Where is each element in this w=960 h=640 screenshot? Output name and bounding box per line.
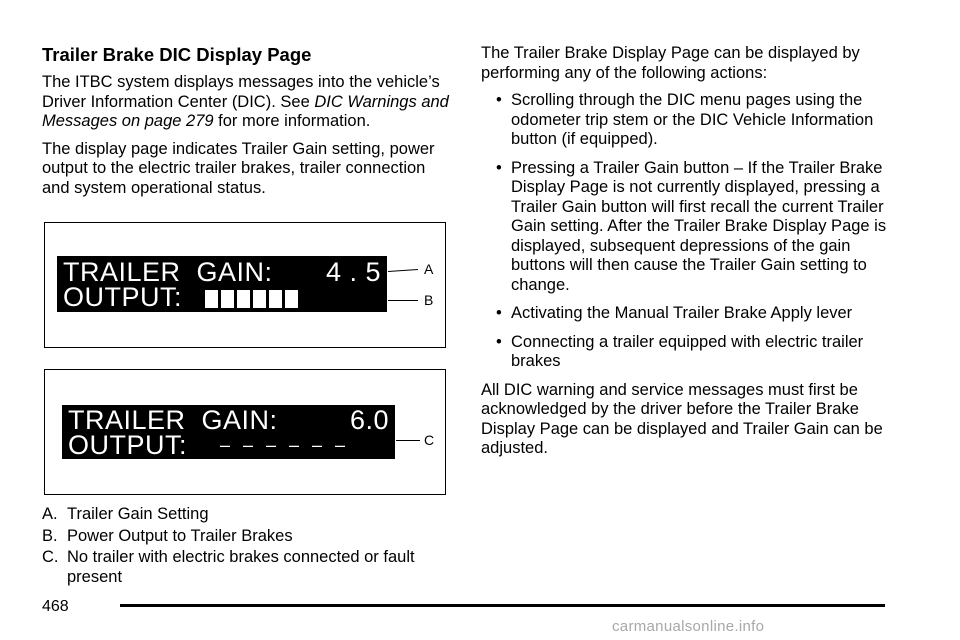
caption-key: A. xyxy=(42,505,58,523)
lcd-display-2 xyxy=(62,405,395,459)
cross-reference-link[interactable]: DIC Warnings and Messages on page 279 xyxy=(42,92,449,130)
caption-b xyxy=(42,527,452,547)
right-column xyxy=(481,44,901,467)
list-item xyxy=(481,304,901,324)
caption-text: Trailer Gain Setting xyxy=(67,505,209,523)
lcd2-output-dashes: – – – – – – xyxy=(220,435,350,455)
callout-line-c xyxy=(396,440,420,441)
lcd2-gain-value: 6.0 xyxy=(349,405,389,435)
description-paragraph: The display page indicates Trailer Gain setting, power output to the electric trailer brakes, trailer connection and system operational status. xyxy=(42,139,435,197)
callout-label-b: B xyxy=(424,292,434,308)
bullet-icon: • xyxy=(496,304,502,322)
caption-key: C. xyxy=(42,548,59,566)
figure-display-no-trailer xyxy=(44,369,446,495)
intro-paragraph xyxy=(42,73,452,132)
page-number: 468 xyxy=(42,598,69,615)
output-bar-segment xyxy=(205,290,218,308)
output-bar-segment xyxy=(253,290,266,308)
list-item xyxy=(481,91,901,150)
bullet-icon: • xyxy=(496,158,502,177)
output-bar-segment xyxy=(269,290,282,308)
output-bar-segment xyxy=(221,290,234,308)
lcd1-gain-value: 4 . 5 xyxy=(325,257,381,287)
intro-text-a: The ITBC system displays messages into the vehicle’s Driver Information Center (DIC). See xyxy=(42,73,440,111)
intro-text-b: for more information. xyxy=(213,112,371,130)
bullet-icon: • xyxy=(496,332,502,351)
callout-line-b xyxy=(388,300,418,301)
caption-text: Power Output to Trailer Brakes xyxy=(67,526,293,545)
callout-label-a: A xyxy=(424,261,434,277)
bullet-icon: • xyxy=(496,91,502,109)
list-item xyxy=(481,333,901,372)
list-item-text: Activating the Manual Trailer Brake Apply lever xyxy=(511,304,853,322)
lcd2-gain-label: TRAILER GAIN: xyxy=(68,405,278,435)
caption-key: B. xyxy=(42,526,58,545)
lcd2-output-label: OUTPUT: xyxy=(68,430,188,460)
output-level-bars xyxy=(205,290,301,313)
actions-list xyxy=(481,91,901,372)
list-item-text: Connecting a trailer equipped with electric trailer brakes xyxy=(511,332,864,370)
list-item-text: Scrolling through the DIC menu pages using the odometer trip stem or the DIC Vehicle Information button (if equipped). xyxy=(511,91,874,148)
watermark-text: carmanualsonline.info xyxy=(612,618,765,635)
lcd1-output-label: OUTPUT: xyxy=(63,282,183,312)
caption-a xyxy=(42,505,452,525)
left-column xyxy=(42,44,452,206)
figure-display-with-trailer xyxy=(44,222,446,348)
caption-c xyxy=(42,548,452,587)
figure-captions xyxy=(42,505,452,589)
actions-intro: The Trailer Brake Display Page can be displayed by performing any of the following actions: xyxy=(481,44,860,82)
lcd-display-1 xyxy=(57,256,387,312)
caption-text: No trailer with electric brakes connected or fault present xyxy=(67,548,415,586)
output-bar-segment xyxy=(237,290,250,308)
output-bar-segment xyxy=(285,290,298,308)
list-item xyxy=(481,159,901,296)
lcd1-gain-label: TRAILER GAIN: xyxy=(63,257,273,287)
callout-label-c: C xyxy=(424,432,435,448)
footer-rule xyxy=(120,604,885,607)
closing-paragraph: All DIC warning and service messages must first be acknowledged by the driver before the Trailer Brake Display Page can be displayed and Trailer Gain can be adjusted. xyxy=(481,380,883,457)
callout-line-a xyxy=(388,269,418,272)
section-heading: Trailer Brake DIC Display Page xyxy=(42,44,312,65)
list-item-text: Pressing a Trailer Gain button – If the Trailer Brake Display Page is not currently displayed, pressing a Trailer Gain button will first recall the current Trailer Gain setting. After the Trailer Brake Display Page is displayed, subsequent depressions of the gain buttons will then cause the Trailer Gain setting to change. xyxy=(511,158,887,294)
